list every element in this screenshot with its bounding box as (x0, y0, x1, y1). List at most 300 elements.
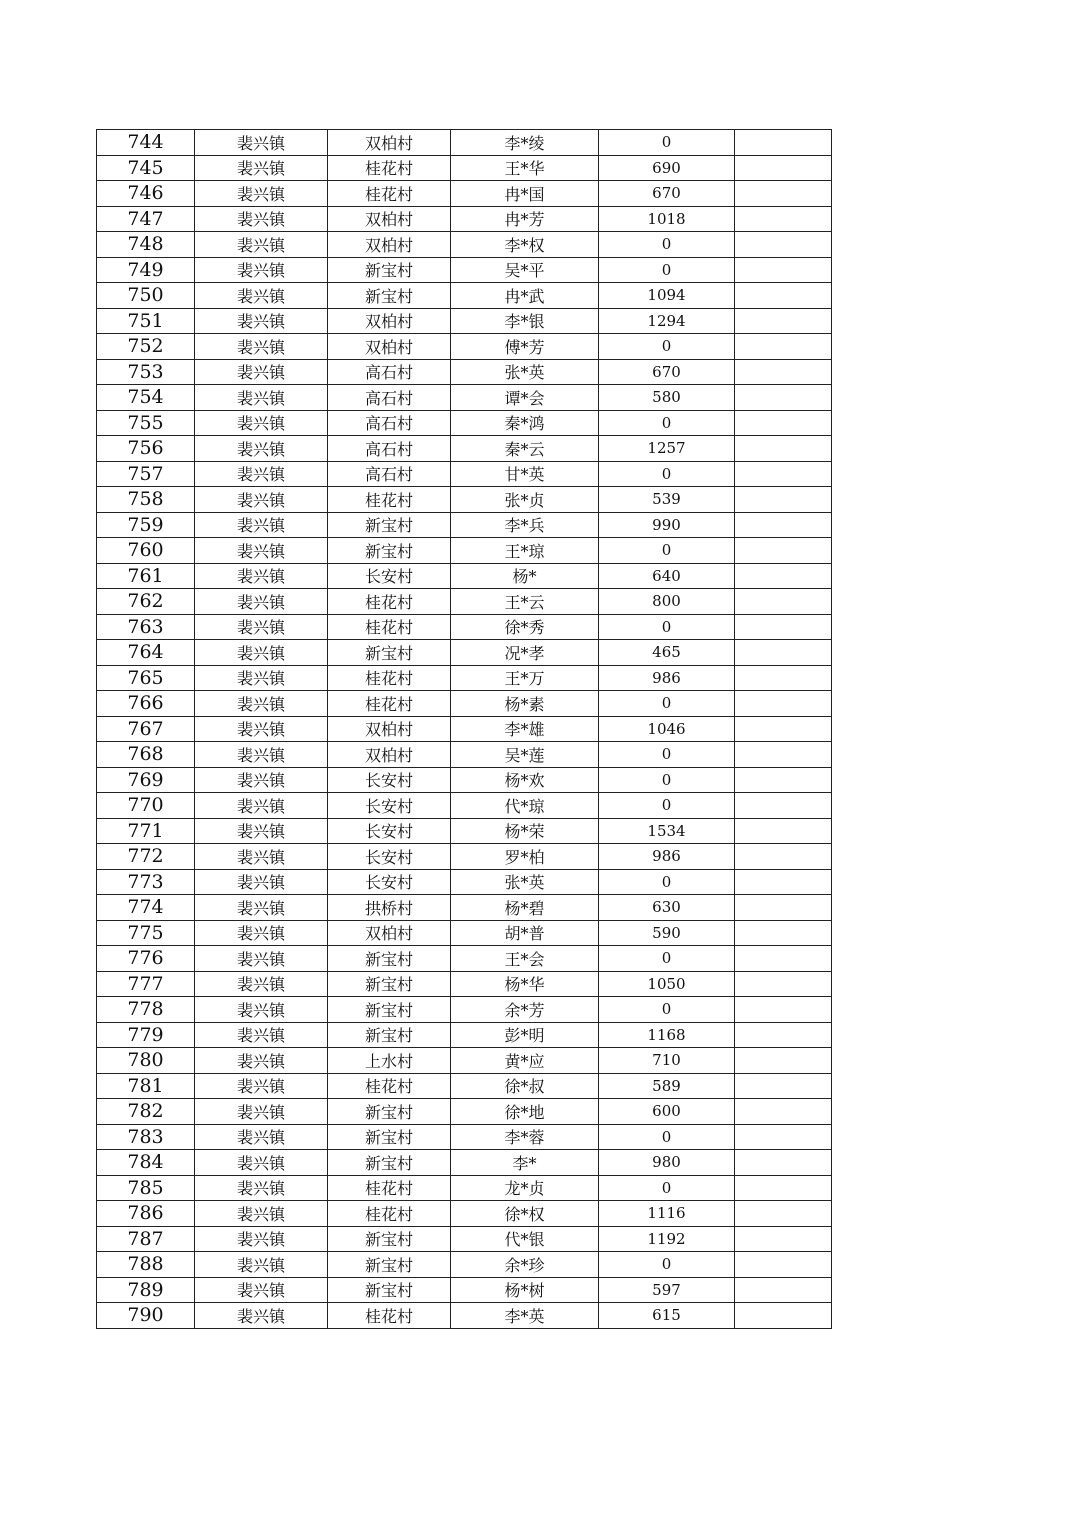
person-name-cell: 张*英 (451, 869, 599, 895)
town-cell: 裴兴镇 (195, 461, 328, 487)
town-cell: 裴兴镇 (195, 563, 328, 589)
row-number-cell: 748 (97, 232, 195, 258)
row-number-cell: 765 (97, 665, 195, 691)
table-row (97, 487, 832, 513)
table-row (97, 1252, 832, 1278)
table-row (97, 665, 832, 691)
person-name-cell: 李*蓉 (451, 1124, 599, 1150)
town-cell: 裴兴镇 (195, 818, 328, 844)
village-cell: 双柏村 (328, 334, 451, 360)
amount-cell: 0 (599, 538, 735, 564)
row-number-cell: 751 (97, 308, 195, 334)
amount-cell: 1046 (599, 716, 735, 742)
person-name-cell: 冉*国 (451, 181, 599, 207)
amount-cell: 800 (599, 589, 735, 615)
person-name-cell: 冉*武 (451, 283, 599, 309)
table-row (97, 1277, 832, 1303)
note-cell (735, 1099, 832, 1125)
note-cell (735, 844, 832, 870)
village-cell: 新宝村 (328, 1022, 451, 1048)
town-cell: 裴兴镇 (195, 1303, 328, 1329)
town-cell: 裴兴镇 (195, 640, 328, 666)
person-name-cell: 李* (451, 1150, 599, 1176)
note-cell (735, 793, 832, 819)
amount-cell: 0 (599, 869, 735, 895)
row-number-cell: 750 (97, 283, 195, 309)
amount-cell: 986 (599, 844, 735, 870)
note-cell (735, 461, 832, 487)
row-number-cell: 771 (97, 818, 195, 844)
note-cell (735, 767, 832, 793)
amount-cell: 0 (599, 997, 735, 1023)
note-cell (735, 283, 832, 309)
town-cell: 裴兴镇 (195, 793, 328, 819)
amount-cell: 0 (599, 691, 735, 717)
amount-cell: 630 (599, 895, 735, 921)
person-name-cell: 王*华 (451, 155, 599, 181)
village-cell: 桂花村 (328, 155, 451, 181)
person-name-cell: 吴*莲 (451, 742, 599, 768)
town-cell: 裴兴镇 (195, 1124, 328, 1150)
town-cell: 裴兴镇 (195, 283, 328, 309)
amount-cell: 0 (599, 257, 735, 283)
row-number-cell: 770 (97, 793, 195, 819)
village-cell: 高石村 (328, 436, 451, 462)
person-name-cell: 余*珍 (451, 1252, 599, 1278)
row-number-cell: 747 (97, 206, 195, 232)
town-cell: 裴兴镇 (195, 946, 328, 972)
person-name-cell: 徐*叔 (451, 1073, 599, 1099)
note-cell (735, 308, 832, 334)
row-number-cell: 775 (97, 920, 195, 946)
table-row (97, 895, 832, 921)
village-cell: 桂花村 (328, 614, 451, 640)
note-cell (735, 665, 832, 691)
village-cell: 双柏村 (328, 206, 451, 232)
person-name-cell: 余*芳 (451, 997, 599, 1023)
town-cell: 裴兴镇 (195, 767, 328, 793)
table-row (97, 130, 832, 156)
note-cell (735, 1252, 832, 1278)
table-row (97, 461, 832, 487)
row-number-cell: 749 (97, 257, 195, 283)
person-name-cell: 李*绫 (451, 130, 599, 156)
table-row (97, 793, 832, 819)
amount-cell: 1018 (599, 206, 735, 232)
table-row (97, 1150, 832, 1176)
table-row (97, 155, 832, 181)
row-number-cell: 746 (97, 181, 195, 207)
table-row (97, 1048, 832, 1074)
amount-cell: 615 (599, 1303, 735, 1329)
note-cell (735, 512, 832, 538)
note-cell (735, 895, 832, 921)
row-number-cell: 745 (97, 155, 195, 181)
table-row (97, 334, 832, 360)
village-cell: 桂花村 (328, 691, 451, 717)
note-cell (735, 257, 832, 283)
note-cell (735, 716, 832, 742)
village-cell: 双柏村 (328, 232, 451, 258)
row-number-cell: 763 (97, 614, 195, 640)
village-cell: 上水村 (328, 1048, 451, 1074)
table-row (97, 844, 832, 870)
amount-cell: 0 (599, 1252, 735, 1278)
amount-cell: 600 (599, 1099, 735, 1125)
note-cell (735, 589, 832, 615)
table-row (97, 767, 832, 793)
note-cell (735, 385, 832, 411)
table-row (97, 1124, 832, 1150)
table-row (97, 946, 832, 972)
amount-cell: 0 (599, 742, 735, 768)
table-row (97, 1099, 832, 1125)
row-number-cell: 777 (97, 971, 195, 997)
town-cell: 裴兴镇 (195, 1175, 328, 1201)
amount-cell: 1168 (599, 1022, 735, 1048)
amount-cell: 465 (599, 640, 735, 666)
note-cell (735, 946, 832, 972)
person-name-cell: 杨* (451, 563, 599, 589)
note-cell (735, 1073, 832, 1099)
village-cell: 桂花村 (328, 1073, 451, 1099)
note-cell (735, 640, 832, 666)
note-cell (735, 1124, 832, 1150)
person-name-cell: 杨*欢 (451, 767, 599, 793)
town-cell: 裴兴镇 (195, 1048, 328, 1074)
amount-cell: 1192 (599, 1226, 735, 1252)
village-cell: 长安村 (328, 767, 451, 793)
row-number-cell: 772 (97, 844, 195, 870)
amount-cell: 0 (599, 614, 735, 640)
table-row (97, 232, 832, 258)
note-cell (735, 971, 832, 997)
note-cell (735, 614, 832, 640)
table-row (97, 589, 832, 615)
amount-cell: 539 (599, 487, 735, 513)
amount-cell: 0 (599, 793, 735, 819)
row-number-cell: 782 (97, 1099, 195, 1125)
amount-cell: 1116 (599, 1201, 735, 1227)
amount-cell: 1534 (599, 818, 735, 844)
note-cell (735, 869, 832, 895)
person-name-cell: 杨*荣 (451, 818, 599, 844)
town-cell: 裴兴镇 (195, 308, 328, 334)
table-row (97, 206, 832, 232)
village-cell: 双柏村 (328, 308, 451, 334)
village-cell: 桂花村 (328, 487, 451, 513)
person-name-cell: 王*琼 (451, 538, 599, 564)
row-number-cell: 774 (97, 895, 195, 921)
amount-cell: 990 (599, 512, 735, 538)
person-name-cell: 冉*芳 (451, 206, 599, 232)
village-cell: 新宝村 (328, 997, 451, 1023)
town-cell: 裴兴镇 (195, 257, 328, 283)
row-number-cell: 753 (97, 359, 195, 385)
town-cell: 裴兴镇 (195, 1022, 328, 1048)
town-cell: 裴兴镇 (195, 997, 328, 1023)
amount-cell: 0 (599, 410, 735, 436)
row-number-cell: 779 (97, 1022, 195, 1048)
amount-cell: 589 (599, 1073, 735, 1099)
note-cell (735, 691, 832, 717)
row-number-cell: 744 (97, 130, 195, 156)
row-number-cell: 787 (97, 1226, 195, 1252)
person-name-cell: 李*雄 (451, 716, 599, 742)
town-cell: 裴兴镇 (195, 334, 328, 360)
amount-cell: 580 (599, 385, 735, 411)
town-cell: 裴兴镇 (195, 1099, 328, 1125)
amount-cell: 690 (599, 155, 735, 181)
person-name-cell: 谭*会 (451, 385, 599, 411)
person-name-cell: 傅*芳 (451, 334, 599, 360)
person-name-cell: 代*琼 (451, 793, 599, 819)
note-cell (735, 920, 832, 946)
village-cell: 新宝村 (328, 283, 451, 309)
person-name-cell: 吴*平 (451, 257, 599, 283)
village-cell: 新宝村 (328, 1124, 451, 1150)
village-cell: 新宝村 (328, 257, 451, 283)
village-cell: 桂花村 (328, 1201, 451, 1227)
amount-cell: 0 (599, 461, 735, 487)
town-cell: 裴兴镇 (195, 410, 328, 436)
town-cell: 裴兴镇 (195, 844, 328, 870)
village-cell: 桂花村 (328, 1175, 451, 1201)
row-number-cell: 780 (97, 1048, 195, 1074)
person-name-cell: 王*会 (451, 946, 599, 972)
table-row (97, 997, 832, 1023)
amount-cell: 0 (599, 767, 735, 793)
village-cell: 新宝村 (328, 1277, 451, 1303)
note-cell (735, 206, 832, 232)
village-cell: 桂花村 (328, 1303, 451, 1329)
row-number-cell: 762 (97, 589, 195, 615)
town-cell: 裴兴镇 (195, 614, 328, 640)
note-cell (735, 359, 832, 385)
town-cell: 裴兴镇 (195, 232, 328, 258)
town-cell: 裴兴镇 (195, 206, 328, 232)
table-row (97, 1303, 832, 1329)
person-name-cell: 罗*柏 (451, 844, 599, 870)
village-cell: 双柏村 (328, 716, 451, 742)
table-row (97, 640, 832, 666)
person-name-cell: 李*英 (451, 1303, 599, 1329)
table-row (97, 359, 832, 385)
person-name-cell: 王*万 (451, 665, 599, 691)
town-cell: 裴兴镇 (195, 920, 328, 946)
note-cell (735, 1303, 832, 1329)
person-name-cell: 王*云 (451, 589, 599, 615)
person-name-cell: 徐*秀 (451, 614, 599, 640)
town-cell: 裴兴镇 (195, 1252, 328, 1278)
row-number-cell: 752 (97, 334, 195, 360)
table-body (97, 130, 832, 1329)
person-name-cell: 况*孝 (451, 640, 599, 666)
village-cell: 长安村 (328, 844, 451, 870)
person-name-cell: 彭*明 (451, 1022, 599, 1048)
row-number-cell: 756 (97, 436, 195, 462)
row-number-cell: 764 (97, 640, 195, 666)
town-cell: 裴兴镇 (195, 869, 328, 895)
village-cell: 长安村 (328, 818, 451, 844)
town-cell: 裴兴镇 (195, 665, 328, 691)
amount-cell: 710 (599, 1048, 735, 1074)
village-cell: 双柏村 (328, 920, 451, 946)
table-row (97, 818, 832, 844)
table-row (97, 512, 832, 538)
village-cell: 双柏村 (328, 742, 451, 768)
note-cell (735, 1022, 832, 1048)
table-row (97, 1201, 832, 1227)
row-number-cell: 783 (97, 1124, 195, 1150)
row-number-cell: 760 (97, 538, 195, 564)
table-row (97, 283, 832, 309)
village-cell: 新宝村 (328, 512, 451, 538)
village-cell: 新宝村 (328, 971, 451, 997)
amount-cell: 1257 (599, 436, 735, 462)
village-cell: 高石村 (328, 410, 451, 436)
table-row (97, 869, 832, 895)
town-cell: 裴兴镇 (195, 1277, 328, 1303)
table-row (97, 436, 832, 462)
person-name-cell: 徐*权 (451, 1201, 599, 1227)
town-cell: 裴兴镇 (195, 1073, 328, 1099)
amount-cell: 1050 (599, 971, 735, 997)
person-name-cell: 杨*碧 (451, 895, 599, 921)
person-name-cell: 徐*地 (451, 1099, 599, 1125)
person-name-cell: 杨*树 (451, 1277, 599, 1303)
village-cell: 桂花村 (328, 589, 451, 615)
person-name-cell: 杨*华 (451, 971, 599, 997)
row-number-cell: 769 (97, 767, 195, 793)
village-cell: 双柏村 (328, 130, 451, 156)
row-number-cell: 785 (97, 1175, 195, 1201)
town-cell: 裴兴镇 (195, 895, 328, 921)
amount-cell: 670 (599, 359, 735, 385)
town-cell: 裴兴镇 (195, 589, 328, 615)
note-cell (735, 436, 832, 462)
data-table (96, 129, 832, 1329)
village-cell: 长安村 (328, 869, 451, 895)
row-number-cell: 784 (97, 1150, 195, 1176)
person-name-cell: 杨*素 (451, 691, 599, 717)
amount-cell: 0 (599, 946, 735, 972)
person-name-cell: 李*银 (451, 308, 599, 334)
town-cell: 裴兴镇 (195, 436, 328, 462)
table-row (97, 1022, 832, 1048)
row-number-cell: 754 (97, 385, 195, 411)
person-name-cell: 李*权 (451, 232, 599, 258)
row-number-cell: 773 (97, 869, 195, 895)
row-number-cell: 778 (97, 997, 195, 1023)
town-cell: 裴兴镇 (195, 1226, 328, 1252)
note-cell (735, 1048, 832, 1074)
row-number-cell: 757 (97, 461, 195, 487)
village-cell: 长安村 (328, 793, 451, 819)
row-number-cell: 789 (97, 1277, 195, 1303)
table-row (97, 308, 832, 334)
amount-cell: 1294 (599, 308, 735, 334)
village-cell: 新宝村 (328, 946, 451, 972)
person-name-cell: 秦*云 (451, 436, 599, 462)
row-number-cell: 759 (97, 512, 195, 538)
table-row (97, 385, 832, 411)
village-cell: 桂花村 (328, 181, 451, 207)
note-cell (735, 130, 832, 156)
note-cell (735, 487, 832, 513)
person-name-cell: 李*兵 (451, 512, 599, 538)
village-cell: 高石村 (328, 385, 451, 411)
town-cell: 裴兴镇 (195, 385, 328, 411)
amount-cell: 597 (599, 1277, 735, 1303)
person-name-cell: 张*英 (451, 359, 599, 385)
village-cell: 长安村 (328, 563, 451, 589)
town-cell: 裴兴镇 (195, 359, 328, 385)
town-cell: 裴兴镇 (195, 487, 328, 513)
row-number-cell: 781 (97, 1073, 195, 1099)
row-number-cell: 768 (97, 742, 195, 768)
row-number-cell: 766 (97, 691, 195, 717)
amount-cell: 0 (599, 334, 735, 360)
town-cell: 裴兴镇 (195, 155, 328, 181)
note-cell (735, 1277, 832, 1303)
town-cell: 裴兴镇 (195, 742, 328, 768)
person-name-cell: 秦*鸿 (451, 410, 599, 436)
amount-cell: 980 (599, 1150, 735, 1176)
note-cell (735, 232, 832, 258)
person-name-cell: 龙*贞 (451, 1175, 599, 1201)
note-cell (735, 1201, 832, 1227)
town-cell: 裴兴镇 (195, 1150, 328, 1176)
table-row (97, 538, 832, 564)
row-number-cell: 761 (97, 563, 195, 589)
village-cell: 新宝村 (328, 1252, 451, 1278)
note-cell (735, 334, 832, 360)
table-row (97, 716, 832, 742)
amount-cell: 0 (599, 1124, 735, 1150)
table-row (97, 1073, 832, 1099)
town-cell: 裴兴镇 (195, 512, 328, 538)
note-cell (735, 742, 832, 768)
table-row (97, 614, 832, 640)
town-cell: 裴兴镇 (195, 691, 328, 717)
person-name-cell: 黄*应 (451, 1048, 599, 1074)
table-row (97, 1226, 832, 1252)
amount-cell: 1094 (599, 283, 735, 309)
village-cell: 新宝村 (328, 1099, 451, 1125)
person-name-cell: 代*银 (451, 1226, 599, 1252)
village-cell: 桂花村 (328, 665, 451, 691)
town-cell: 裴兴镇 (195, 716, 328, 742)
amount-cell: 670 (599, 181, 735, 207)
table-row (97, 742, 832, 768)
table-row (97, 181, 832, 207)
person-name-cell: 胡*普 (451, 920, 599, 946)
note-cell (735, 155, 832, 181)
row-number-cell: 758 (97, 487, 195, 513)
amount-cell: 0 (599, 232, 735, 258)
table-row (97, 563, 832, 589)
note-cell (735, 1150, 832, 1176)
village-cell: 拱桥村 (328, 895, 451, 921)
town-cell: 裴兴镇 (195, 1201, 328, 1227)
note-cell (735, 410, 832, 436)
village-cell: 新宝村 (328, 1226, 451, 1252)
table-row (97, 691, 832, 717)
town-cell: 裴兴镇 (195, 130, 328, 156)
village-cell: 新宝村 (328, 538, 451, 564)
note-cell (735, 1226, 832, 1252)
